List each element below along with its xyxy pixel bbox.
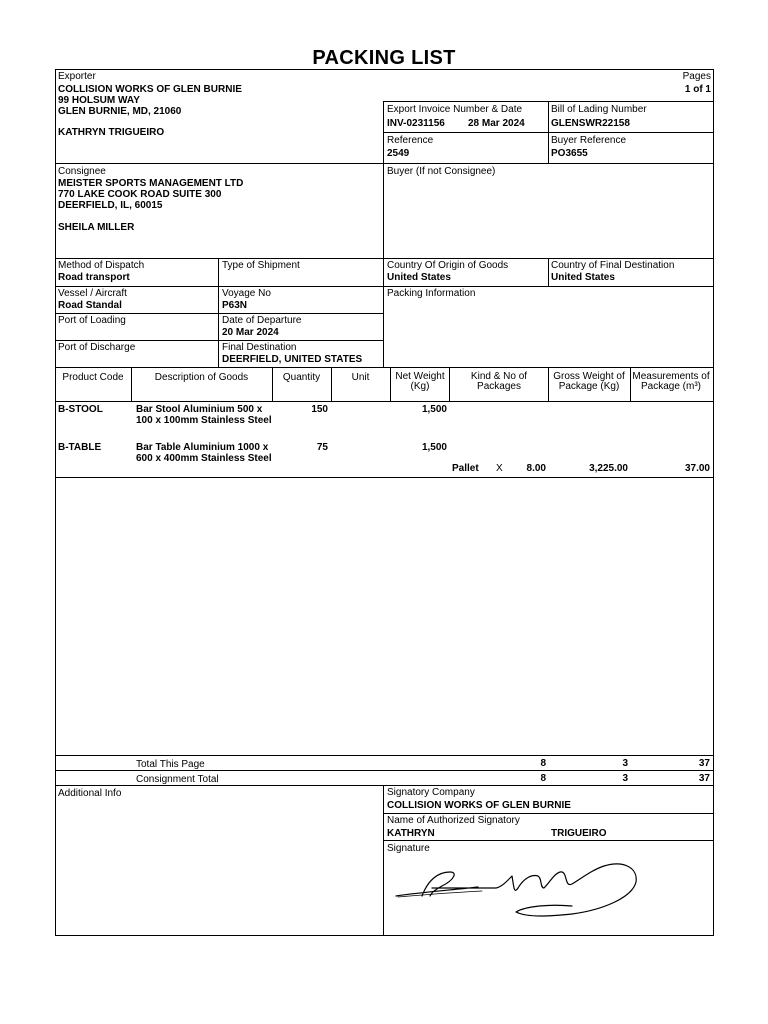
exporter-label: Exporter — [58, 71, 96, 82]
total-page-gross: 3 — [622, 758, 628, 769]
origin-value: United States — [387, 272, 451, 283]
destination-country-label: Country of Final Destination — [551, 260, 675, 271]
vessel-label: Vessel / Aircraft — [58, 288, 127, 299]
authorized-signatory-label: Name of Authorized Signatory — [387, 815, 520, 826]
invoice-date: 28 Mar 2024 — [468, 118, 525, 129]
consignment-total-label: Consignment Total — [136, 774, 219, 785]
consignment-total-gross: 3 — [622, 773, 628, 784]
dispatch-value: Road transport — [58, 272, 130, 283]
destination-country-value: United States — [551, 272, 615, 283]
consignee-contact: SHEILA MILLER — [58, 222, 135, 233]
pages-value: 1 of 1 — [684, 84, 711, 95]
package-kind: Pallet — [452, 463, 479, 474]
consignee-label: Consignee — [58, 166, 106, 177]
col-header-quantity: Quantity — [282, 372, 321, 383]
authorized-signatory-first: KATHRYN — [387, 828, 435, 839]
departure-value: 20 Mar 2024 — [222, 327, 279, 338]
final-destination-value: DEERFIELD, UNITED STATES — [222, 354, 363, 365]
voyage-label: Voyage No — [222, 288, 271, 299]
port-discharge-label: Port of Discharge — [58, 342, 136, 353]
final-destination-label: Final Destination — [222, 342, 297, 353]
consignee-name: MEISTER SPORTS MANAGEMENT LTD — [58, 178, 244, 189]
row-product-code: B-STOOL — [58, 404, 103, 415]
consignment-total-packages: 8 — [540, 773, 546, 784]
vessel-value: Road Standal — [58, 300, 122, 311]
consignment-total-measure: 37 — [698, 773, 710, 784]
row-quantity: 150 — [311, 404, 328, 415]
package-count: 8.00 — [526, 463, 546, 474]
departure-label: Date of Departure — [222, 315, 302, 326]
total-page-label: Total This Page — [136, 759, 205, 770]
voyage-value: P63N — [222, 300, 248, 311]
exporter-address-line1: 99 HOLSUM WAY — [58, 95, 140, 106]
invoice-number: INV-0231156 — [387, 118, 445, 129]
signatory-company-label: Signatory Company — [387, 787, 475, 798]
total-page-measure: 37 — [698, 758, 710, 769]
pages-label: Pages — [682, 71, 711, 82]
row-quantity: 75 — [316, 442, 328, 453]
authorized-signatory-last: TRIGUEIRO — [551, 828, 607, 839]
invoice-label: Export Invoice Number & Date — [387, 104, 523, 115]
package-multiplier: X — [496, 463, 503, 474]
shipment-type-label: Type of Shipment — [222, 260, 300, 271]
reference-label: Reference — [387, 135, 434, 146]
signature-label: Signature — [387, 843, 430, 854]
bill-of-lading-value: GLENSWR22158 — [551, 118, 630, 129]
signatory-company-value: COLLISION WORKS OF GLEN BURNIE — [387, 800, 571, 811]
additional-info-label: Additional Info — [58, 788, 122, 799]
consignee-address-line1: 770 LAKE COOK ROAD SUITE 300 — [58, 189, 222, 200]
packing-info-label: Packing Information — [387, 288, 476, 299]
origin-label: Country Of Origin of Goods — [387, 260, 509, 271]
col-header-description: Description of Goods — [154, 372, 249, 383]
exporter-contact: KATHRYN TRIGUEIRO — [58, 127, 165, 138]
page-title: PACKING LIST — [312, 47, 456, 69]
col-header-gross-weight: Gross Weight of Package (Kg) — [553, 371, 625, 392]
row-net-weight: 1,500 — [421, 442, 447, 453]
col-header-kind: Kind & No of Packages — [470, 371, 528, 392]
package-gross-weight: 3,225.00 — [589, 463, 628, 474]
package-measurements: 37.00 — [684, 463, 710, 474]
buyer-label: Buyer (If not Consignee) — [387, 166, 496, 177]
buyer-reference-value: PO3655 — [551, 148, 588, 159]
dispatch-label: Method of Dispatch — [58, 260, 145, 271]
exporter-address-line2: GLEN BURNIE, MD, 21060 — [58, 106, 182, 117]
bill-of-lading-label: Bill of Lading Number — [551, 104, 647, 115]
row-description: Bar Stool Aluminium 500 x 100 x 100mm Stainless Steel — [136, 404, 272, 426]
col-header-product-code: Product Code — [62, 372, 124, 383]
reference-value: 2549 — [387, 148, 410, 159]
port-loading-label: Port of Loading — [58, 315, 126, 326]
col-header-measurements: Measurements of Package (m³) — [632, 371, 710, 392]
row-net-weight: 1,500 — [421, 404, 447, 415]
col-header-net-weight: Net Weight (Kg) — [395, 371, 445, 392]
buyer-reference-label: Buyer Reference — [551, 135, 627, 146]
handwritten-signature — [392, 858, 642, 922]
consignee-address-line2: DEERFIELD, IL, 60015 — [58, 200, 163, 211]
row-description: Bar Table Aluminium 1000 x 600 x 400mm Stainless Steel — [136, 442, 272, 464]
exporter-name: COLLISION WORKS OF GLEN BURNIE — [58, 84, 242, 95]
row-product-code: B-TABLE — [58, 442, 102, 453]
total-page-packages: 8 — [540, 758, 546, 769]
col-header-unit: Unit — [351, 372, 370, 383]
